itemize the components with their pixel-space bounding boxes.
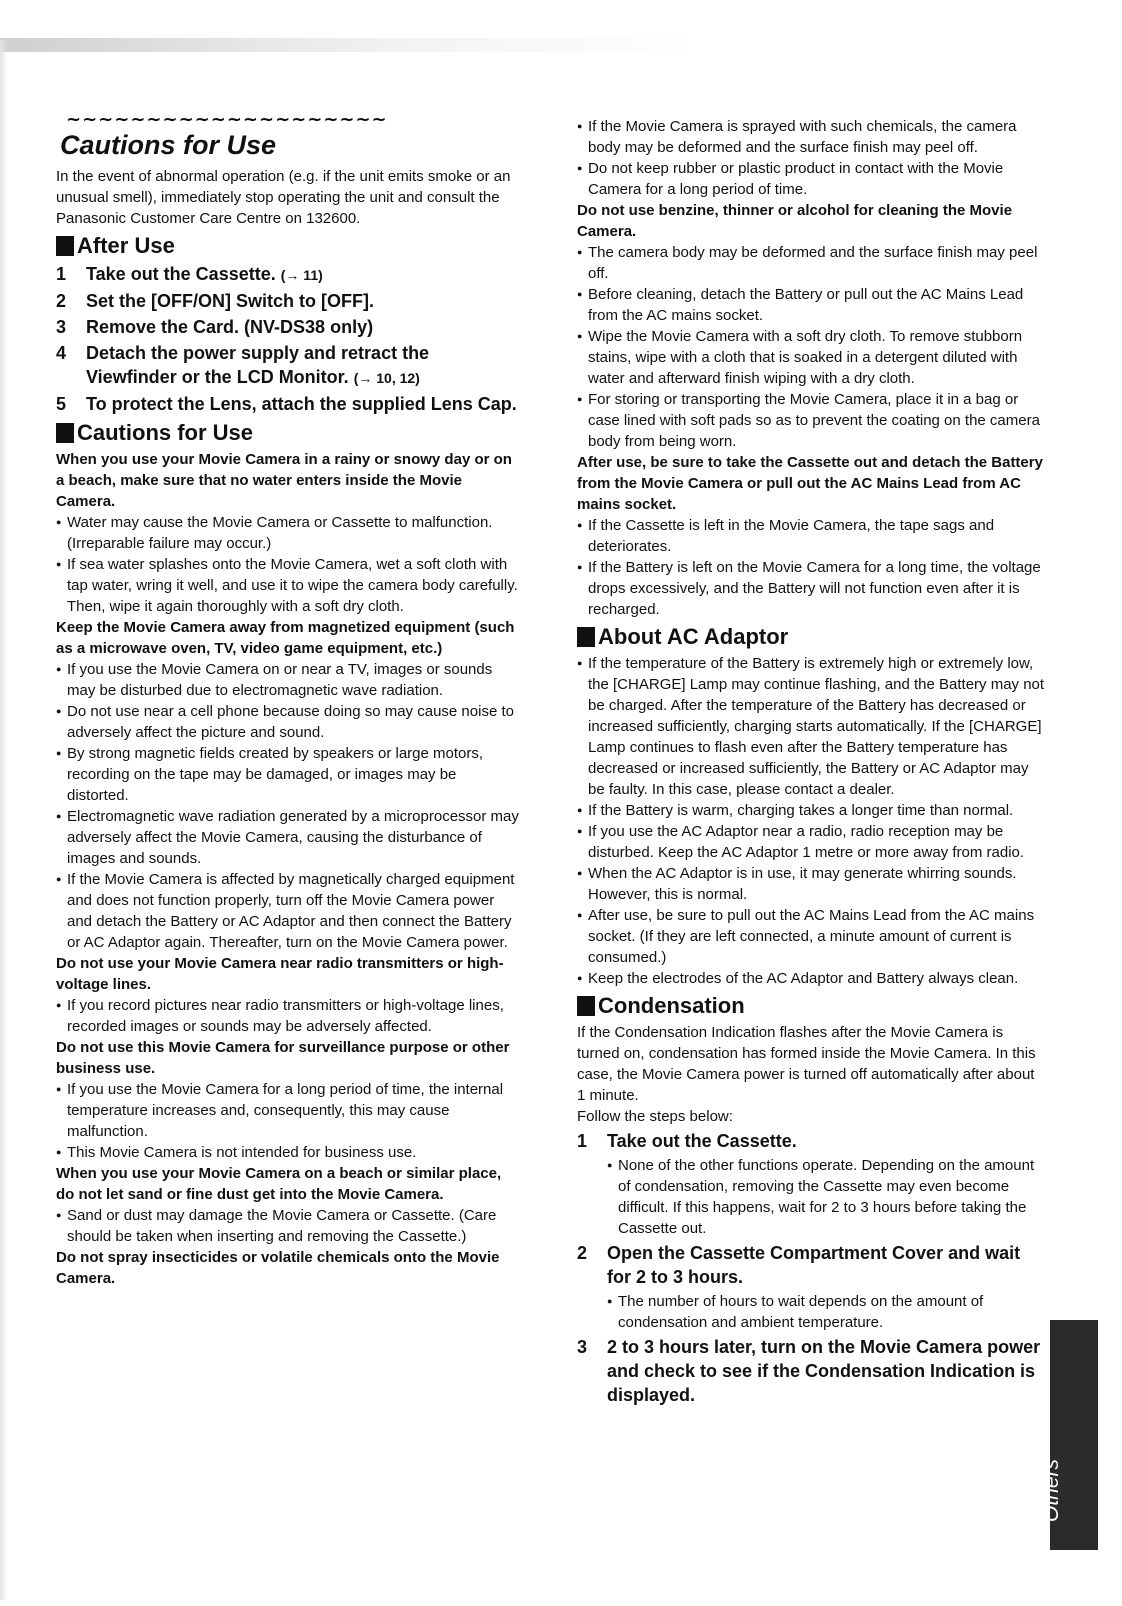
- list-item: ● Sand or dust may damage the Movie Camera or Cassette. (Care should be taken when inserting and removing the Cassette.): [56, 1205, 522, 1247]
- caution-heading: Keep the Movie Camera away from magnetized equipment (such as a microwave oven, TV, video game equipment, etc.): [56, 619, 515, 657]
- condensation-follow: Follow the steps below:: [577, 1108, 733, 1125]
- after-use-steps: [56, 262, 522, 416]
- step-item: 1 Take out the Cassette. (→ 11): [56, 264, 323, 284]
- step-item: 4 Detach the power supply and retract the Viewfinder or the LCD Monitor. (→ 10, 12): [56, 343, 430, 387]
- caution-list: [577, 242, 1045, 452]
- caution-heading: Do not use benzine, thinner or alcohol for cleaning the Movie Camera.: [577, 202, 1013, 240]
- caution-heading: When you use your Movie Camera on a beach or similar place, do not let sand or fine dust get into the Movie Camera.: [56, 1165, 502, 1203]
- step-note-list: [607, 1291, 1045, 1333]
- ac-adaptor-list: [577, 653, 1045, 989]
- caution-list: [577, 116, 1045, 200]
- ac-adaptor-heading: About AC Adaptor: [577, 623, 1045, 651]
- list-item: ● None of the other functions operate. Depending on the amount of condensation, removing the Cassette may even become difficult. If this happens, wait for 2 to 3 hours before taking the Cassette out.: [607, 1155, 1045, 1239]
- list-item: ● If you use the Movie Camera for a long period of time, the internal temperature increases and, consequently, this may cause malfunction.: [56, 1079, 522, 1142]
- step-item: 2 Set the [OFF/ON] Switch to [OFF].: [56, 291, 374, 311]
- page-title: Cautions for Use: [60, 130, 277, 160]
- section-marker-icon: [56, 423, 74, 443]
- list-item: ● If the Battery is left on the Movie Camera for a long time, the voltage drops excessively, and the Battery will not function even after it is recharged.: [577, 557, 1045, 620]
- step-item: 3 2 to 3 hours later, turn on the Movie Camera power and check to see if the Condensation Indication is displayed.: [577, 1337, 1041, 1405]
- after-use-heading: After Use: [56, 232, 522, 260]
- step-note-list: [607, 1155, 1045, 1239]
- caution-list: [56, 512, 522, 617]
- list-item: ● The number of hours to wait depends on the amount of condensation and ambient temperature.: [607, 1291, 1045, 1333]
- section-tab-label: Others: [1040, 1458, 1063, 1522]
- list-item: ● If you record pictures near radio transmitters or high-voltage lines, recorded images or sounds may be adversely affected.: [56, 995, 522, 1037]
- list-item: ● After use, be sure to pull out the AC Mains Lead from the AC mains socket. (If they are left connected, a minute amount of current is consumed.): [577, 905, 1045, 968]
- list-item: ● When the AC Adaptor is in use, it may generate whirring sounds. However, this is normal.: [577, 863, 1045, 905]
- caution-list: [577, 515, 1045, 620]
- step-item: 3 Remove the Card. (NV-DS38 only): [56, 317, 374, 337]
- list-item: ● This Movie Camera is not intended for business use.: [56, 1142, 522, 1163]
- section-marker-icon: [56, 236, 74, 256]
- list-item: ● Electromagnetic wave radiation generated by a microprocessor may adversely affect the Movie Camera, causing the disturbance of images and sounds.: [56, 806, 522, 869]
- cautions-heading: Cautions for Use: [56, 419, 522, 447]
- list-item: ● If you use the Movie Camera on or near a TV, images or sounds may be disturbed due to electromagnetic wave radiation.: [56, 659, 522, 701]
- scan-artifact: [0, 38, 700, 52]
- list-item: ● If the Movie Camera is affected by magnetically charged equipment and does not function properly, turn off the Movie Camera power and detach the Battery or AC Adaptor and then connect the Battery or AC Adaptor again. Thereafter, turn on the Movie Camera power.: [56, 869, 522, 953]
- caution-heading: Do not use your Movie Camera near radio transmitters or high-voltage lines.: [56, 955, 504, 993]
- caution-heading: Do not use this Movie Camera for surveillance purpose or other business use.: [56, 1039, 510, 1077]
- list-item: ● For storing or transporting the Movie Camera, place it in a bag or case lined with soft pads so as to prevent the coating on the camera body from being worn.: [577, 389, 1045, 452]
- list-item: ● Before cleaning, detach the Battery or pull out the AC Mains Lead from the AC mains socket.: [577, 284, 1045, 326]
- list-item: ● If the Movie Camera is sprayed with such chemicals, the camera body may be deformed and the surface finish may peel off.: [577, 116, 1045, 158]
- list-item: ● By strong magnetic fields created by speakers or large motors, recording on the tape may be damaged, or images may be distorted.: [56, 743, 522, 806]
- caution-list: [56, 659, 522, 953]
- caution-list: [56, 1205, 522, 1247]
- condensation-heading: Condensation: [577, 992, 1045, 1020]
- caution-list: [56, 995, 522, 1037]
- step-item: 2 Open the Cassette Compartment Cover and wait for 2 to 3 hours.: [577, 1243, 1021, 1287]
- section-tab: [1040, 1320, 1098, 1550]
- list-item: ● If sea water splashes onto the Movie Camera, wet a soft cloth with tap water, wring it well, and use it to wipe the camera body carefully. Then, wipe it again thoroughly with a soft dry cloth.: [56, 554, 522, 617]
- list-item: ● If you use the AC Adaptor near a radio, radio reception may be disturbed. Keep the AC Adaptor 1 metre or more away from radio.: [577, 821, 1045, 863]
- list-item: ● Do not keep rubber or plastic product in contact with the Movie Camera for a long period of time.: [577, 158, 1045, 200]
- caution-heading: After use, be sure to take the Cassette out and detach the Battery from the Movie Camera or pull out the AC Mains Lead from AC mains socket.: [577, 454, 1043, 513]
- left-column: [56, 109, 522, 1289]
- condensation-intro: If the Condensation Indication flashes after the Movie Camera is turned on, condensation has formed inside the Movie Camera. In this case, the Movie Camera power is turned off automatically after about 1 minute.: [577, 1024, 1036, 1104]
- list-item: ● If the Cassette is left in the Movie Camera, the tape sags and deteriorates.: [577, 515, 1045, 557]
- list-item: ● Do not use near a cell phone because doing so may cause noise to adversely affect the picture and sound.: [56, 701, 522, 743]
- list-item: ● If the temperature of the Battery is extremely high or extremely low, the [CHARGE] Lamp may continue flashing, and the Battery may not be charged. After the temperature of the Battery has decreased or increased sufficiently, charging starts automatically. If the [CHARGE] Lamp continues to flash even after the Battery temperature has decreased or increased sufficiently, the Battery or AC Adaptor may be faulty. In this case, please contact a dealer.: [577, 653, 1045, 800]
- section-marker-icon: [577, 996, 595, 1016]
- caution-list: [56, 1079, 522, 1163]
- section-marker-icon: [577, 627, 595, 647]
- caution-heading: When you use your Movie Camera in a rainy or snowy day or on a beach, make sure that no water enters inside the Movie Camera.: [56, 451, 512, 510]
- intro-text: In the event of abnormal operation (e.g. if the unit emits smoke or an unusual smell), immediately stop operating the unit and consult the Panasonic Customer Care Centre on 132600.: [56, 168, 511, 227]
- caution-heading: Do not spray insecticides or volatile chemicals onto the Movie Camera.: [56, 1249, 500, 1287]
- step-item: 1 Take out the Cassette.: [577, 1131, 797, 1151]
- list-item: ● If the Battery is warm, charging takes a longer time than normal.: [577, 800, 1045, 821]
- list-item: ● Wipe the Movie Camera with a soft dry cloth. To remove stubborn stains, wipe with a cloth that is soaked in a detergent diluted with water and afterward finish wiping with a dry cloth.: [577, 326, 1045, 389]
- list-item: ● The camera body may be deformed and the surface finish may peel off.: [577, 242, 1045, 284]
- right-column: [577, 116, 1045, 1409]
- list-item: ● Water may cause the Movie Camera or Cassette to malfunction. (Irreparable failure may occur.): [56, 512, 522, 554]
- step-item: 5 To protect the Lens, attach the supplied Lens Cap.: [56, 394, 517, 414]
- list-item: ● Keep the electrodes of the AC Adaptor and Battery always clean.: [577, 968, 1045, 989]
- title-decoration: ~~~~~~~~~~~~~~~~~~~~: [66, 109, 388, 130]
- scan-edge: [0, 40, 8, 1600]
